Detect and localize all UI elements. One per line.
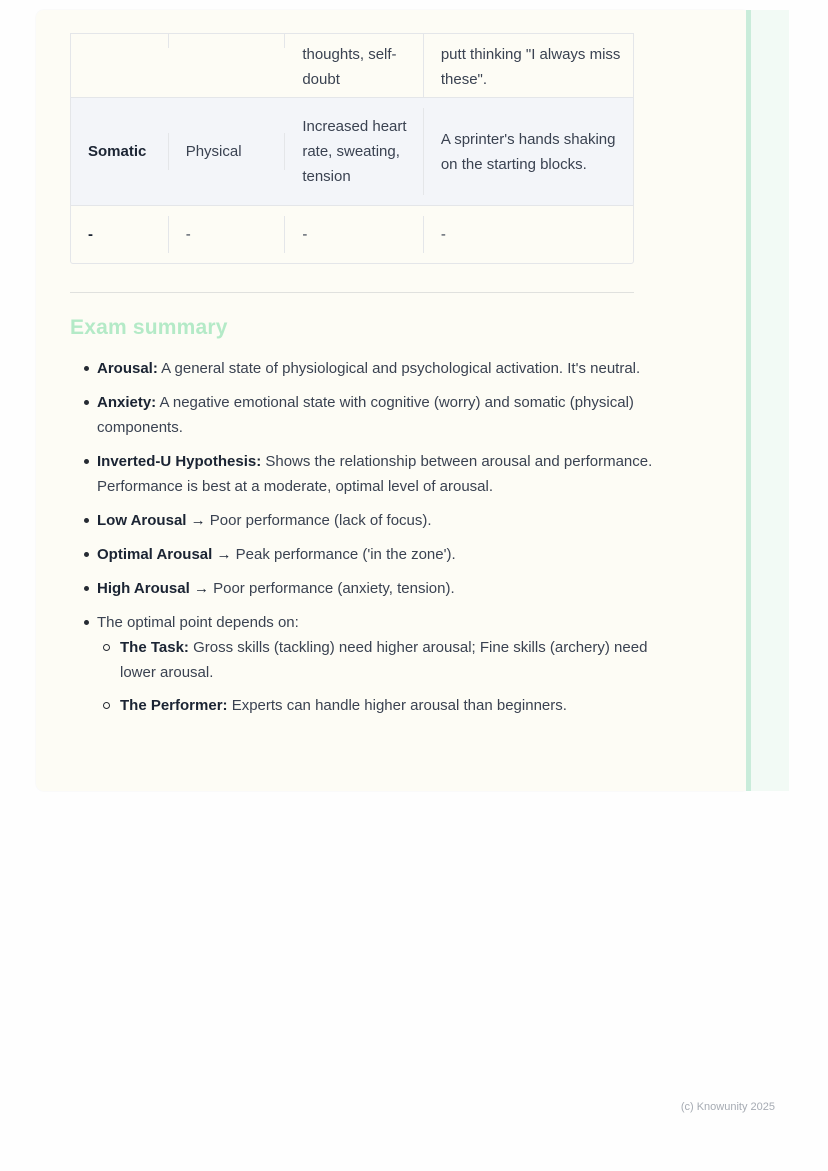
table-cell: putt thinking "I always miss these". [440,46,621,88]
table-cell [169,34,286,48]
list-item: High Arousal → Poor performance (anxiety, tension). [97,576,655,601]
exam-summary-heading: Exam summary [70,316,228,339]
term-label: Low Arousal → [97,512,206,529]
copyright-footer: (c) Knowunity 2025 [680,1101,775,1113]
sub-list-item: The Task: Gross skills (tackling) need higher arousal; Fine skills (archery) need lower arousal. [120,635,655,685]
table-cell: Increased heart rate, sweating, tension [285,108,424,195]
term-label: The Task: [120,639,189,656]
anxiety-types-table [70,33,634,264]
list-item: Anxiety: A negative emotional state with cognitive (worry) and somatic (physical) components. [97,390,655,440]
table-cell: - [71,216,169,253]
table-row [71,98,633,206]
table-cell: - [169,216,286,253]
table-row [71,206,633,263]
term-label: Inverted-U Hypothesis: [97,453,262,470]
exam-summary-list [97,356,655,727]
table-cell: - [440,226,446,243]
table-row [71,34,633,98]
table-cell [71,34,169,48]
term-label: Optimal Arousal → [97,546,232,563]
list-item: Arousal: A general state of physiological and psychological activation. It's neutral. [97,356,655,381]
list-item: Inverted-U Hypothesis: Shows the relationship between arousal and performance. Performance is best at a moderate, optimal level of arousal. [97,449,655,499]
section-divider [70,292,634,293]
sub-list-item: The Performer: Experts can handle higher arousal than beginners. [120,693,655,718]
list-item: The optimal point depends on: The Task: Gross skills (tackling) need higher arousal; Fine skills (archery) need lower arousal. The Performer: Experts can handle higher arousal than beginners. [97,610,655,718]
table-cell: A sprinter's hands shaking on the starting blocks. [440,130,616,173]
term-label: Arousal: [97,360,158,377]
term-label: The Performer: [120,697,228,714]
table-cell: - [285,216,424,253]
term-label: High Arousal → [97,580,209,597]
term-label: Anxiety: [97,394,157,411]
sub-list [97,635,655,718]
table-cell: Somatic [71,133,169,170]
table-cell: Physical [169,133,286,170]
table-cell: thoughts, self-doubt [285,34,424,98]
list-item: Low Arousal → Poor performance (lack of focus). [97,508,655,533]
list-item: Optimal Arousal → Peak performance ('in the zone'). [97,542,655,567]
page-side-panel [751,10,789,791]
